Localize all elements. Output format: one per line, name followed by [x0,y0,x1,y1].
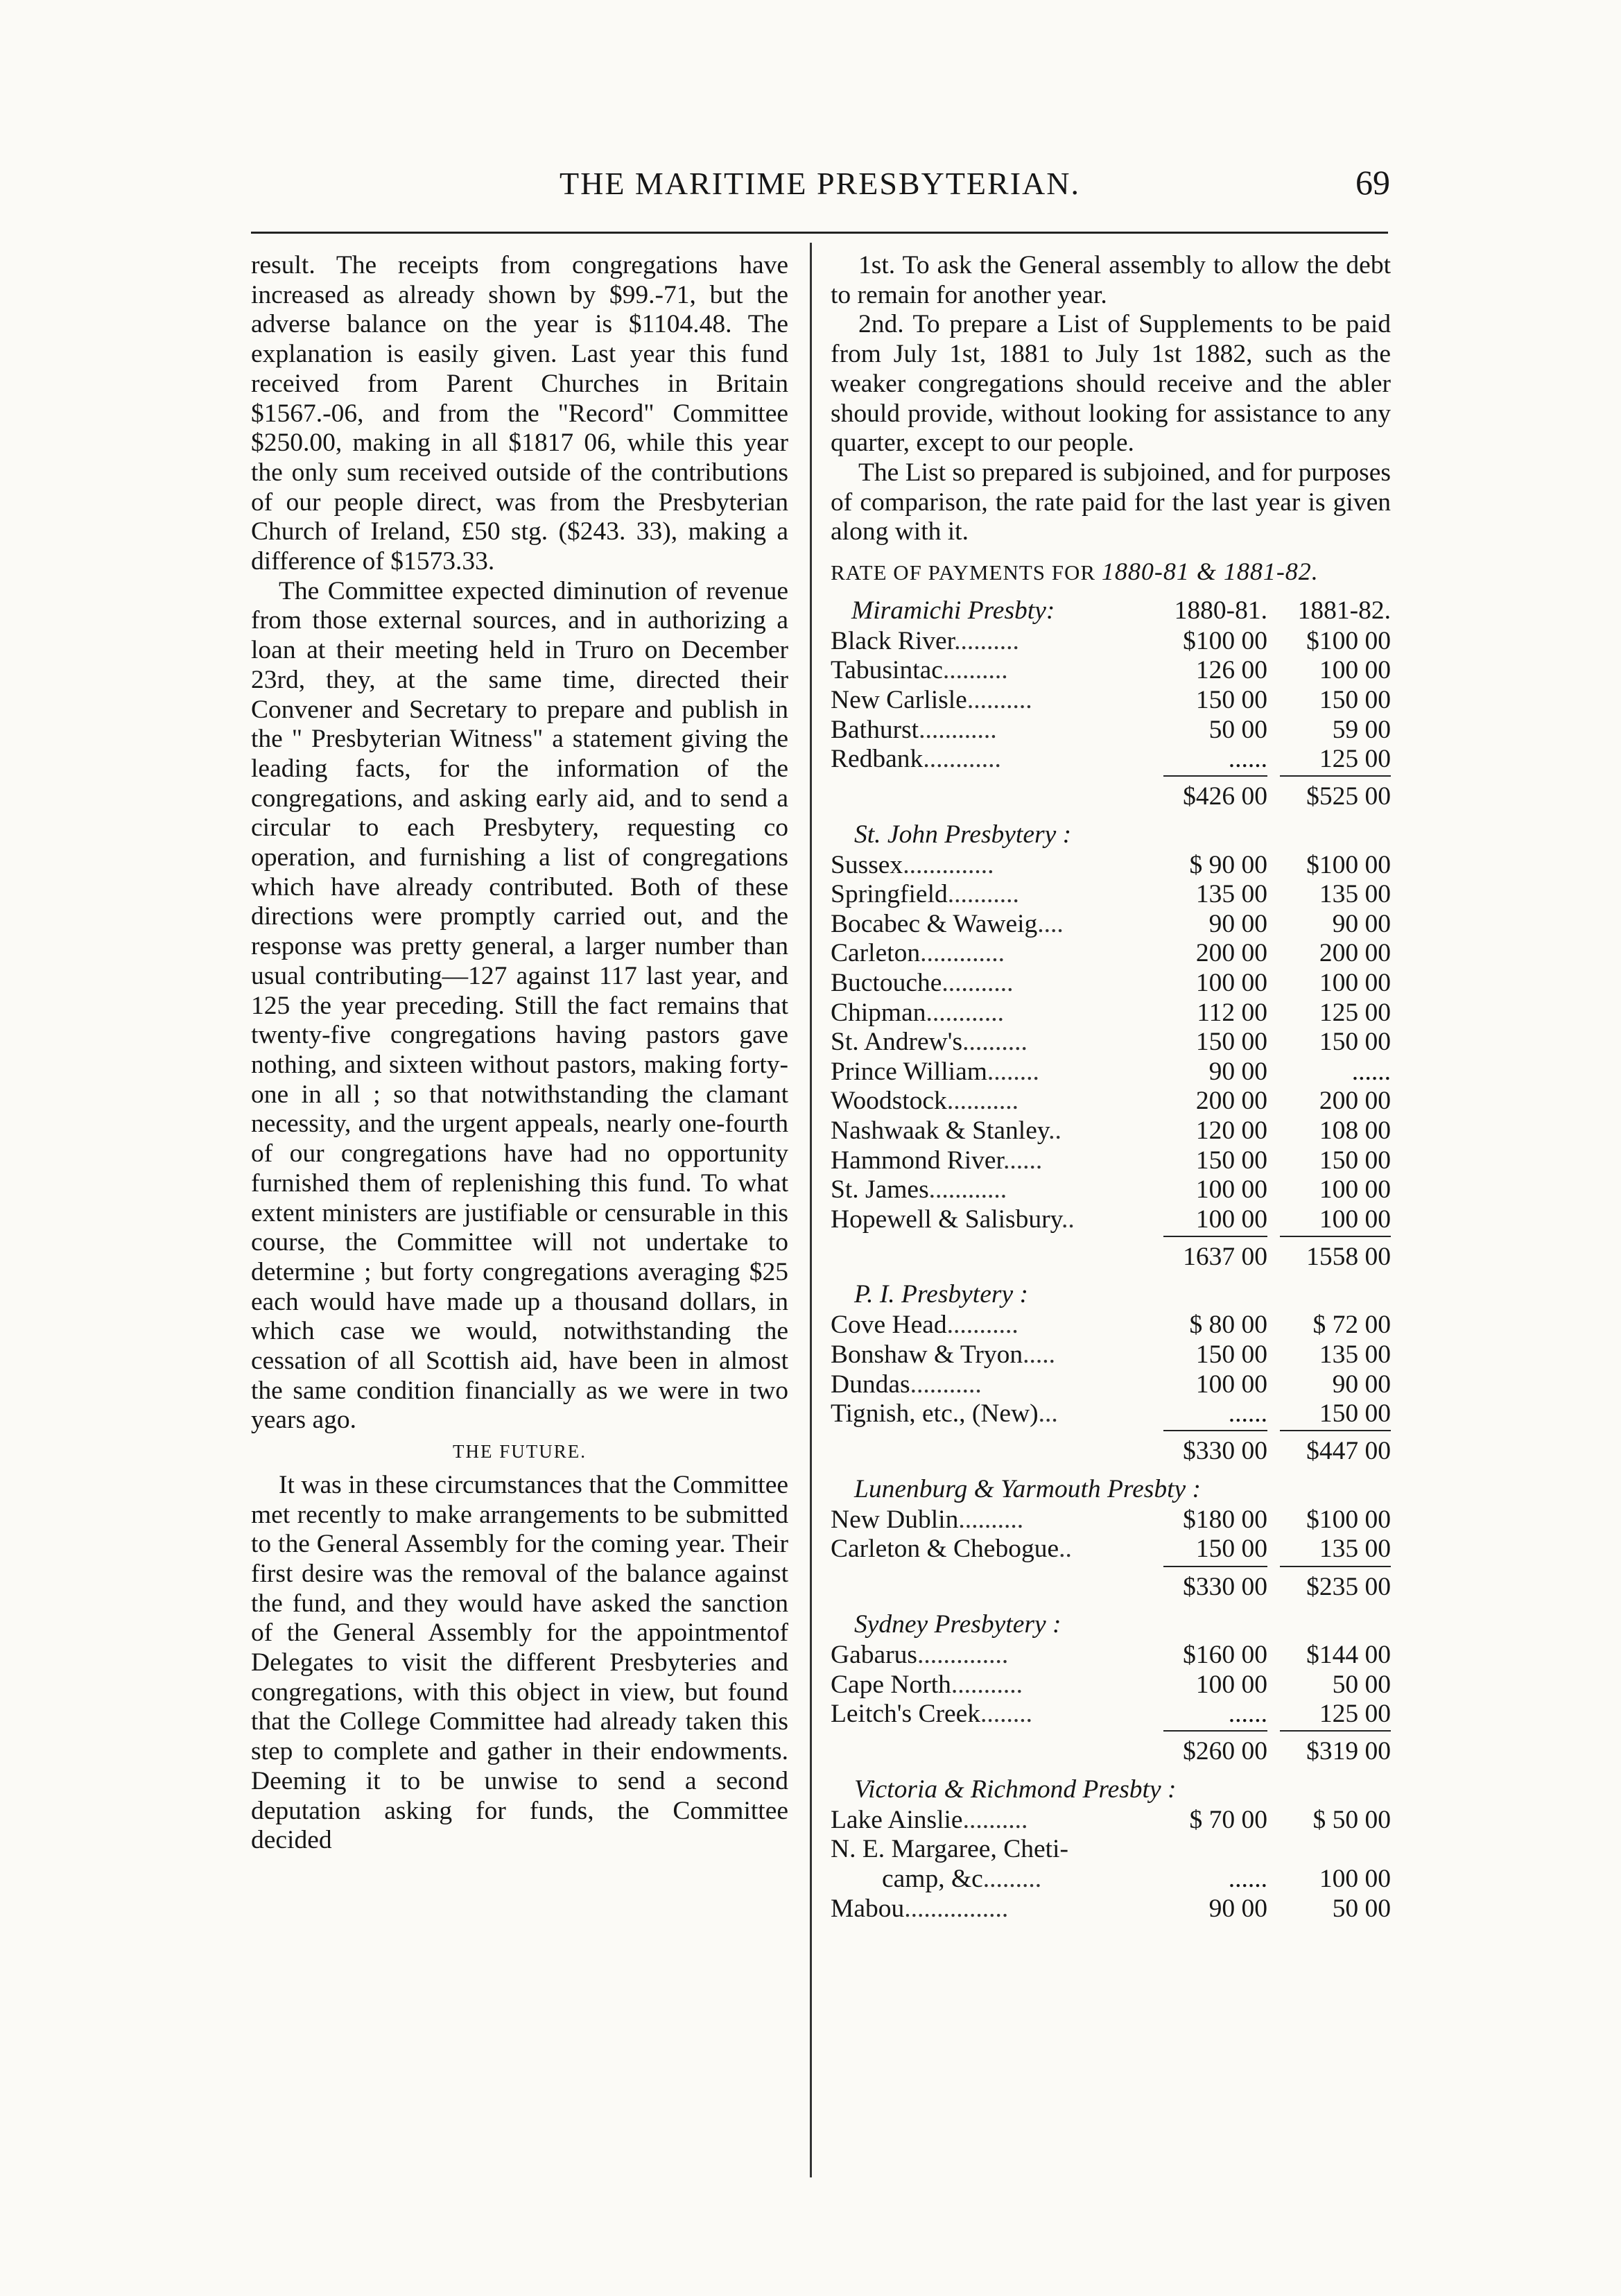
presbytery-total-row [831,1729,1391,1775]
table-row [831,1087,1391,1116]
left-column [251,251,788,1856]
rate-1881-82: $100 00 [1306,850,1391,879]
column-heading-1881: 1881-82. [1297,596,1391,625]
rate-1881-82: 108 00 [1319,1116,1391,1146]
rate-1881-82: 150 00 [1319,1399,1391,1428]
congregation-name: Bocabec & Waweig [831,909,1038,938]
table-row [831,686,1391,716]
table-row [831,627,1391,657]
rate-1880-81: 100 00 [1195,1370,1267,1399]
congregation-cell [831,1058,1158,1087]
congregation-name: Buctouche [831,969,942,998]
rate-1880-81: 90 00 [1208,909,1267,938]
congregation-cell [831,656,1158,686]
rate-1880-81: ...... [1228,1864,1267,1893]
paragraph-first-resolution: 1st. To ask the General assembly to allow the debt to remain for another year. [831,251,1391,309]
rate-1881-82: 135 00 [1319,1340,1391,1370]
presbytery-name: P. I. Presbytery : [854,1280,1028,1309]
leader-dots: .............. [917,1640,1009,1669]
presbytery-name: Sydney Presbytery : [854,1609,1061,1639]
table-row [831,1116,1391,1146]
congregation-cell [831,1700,1158,1729]
table-row [831,1806,1391,1836]
rate-1880-81: ...... [1228,1399,1267,1428]
rate-1880-81: 90 00 [1208,1057,1267,1086]
congregation-name: Carleton & Chebogue [831,1535,1059,1564]
table-row [831,851,1391,881]
total-1881-82: $525 00 [1267,782,1391,812]
rate-1880-81: 200 00 [1195,939,1267,968]
leader-dots: ........... [951,1670,1023,1699]
table-row [831,1894,1391,1924]
rate-1881-82: $ 72 00 [1312,1311,1391,1340]
congregation-name: Springfield [831,880,948,909]
congregation-cell [831,1146,1158,1176]
rate-1881-82: 125 00 [1319,1700,1391,1729]
rate-1881-82: 200 00 [1319,939,1391,968]
rate-1881-82: $100 00 [1306,626,1391,655]
leader-dots: .. [1061,1205,1075,1234]
rate-1881-82: 100 00 [1319,656,1391,685]
table-row [831,910,1391,940]
rate-1880-81: 135 00 [1195,880,1267,909]
rate-title-years: 1880-81 & 1881-82. [1101,558,1319,586]
running-head-title: THE MARITIME PRESBYTERIAN. [560,166,1080,201]
rate-1881-82: 90 00 [1332,1370,1391,1399]
rate-1880-81: 120 00 [1195,1116,1267,1146]
leader-dots: ........... [946,1087,1018,1116]
congregation-cell [831,716,1158,745]
congregation-name: Hopewell & Salisbury [831,1205,1061,1234]
leader-dots: ............ [919,715,997,744]
congregation-cell [831,1806,1158,1836]
congregation-name: Cape North [831,1670,951,1699]
rate-1881-82: 150 00 [1319,1146,1391,1175]
table-row [831,1399,1391,1429]
leader-dots: .......... [942,656,1008,685]
rate-1881-82: 135 00 [1319,880,1391,909]
page-number: 69 [1355,163,1390,202]
leader-dots: ......... [982,1864,1042,1893]
congregation-cell [831,1116,1158,1146]
leader-dots: ........... [947,880,1019,909]
table-row [831,1865,1391,1894]
congregation-cell [831,1311,1158,1340]
congregation-name: N. E. Margaree, Cheti- [831,1835,1068,1864]
table-row [831,939,1391,969]
rate-1881-82: 150 00 [1319,1028,1391,1057]
presbytery-total-row [831,1429,1391,1475]
leader-dots: .............. [903,850,994,879]
congregation-cell [831,1835,1158,1865]
header-rule [251,232,1388,234]
rate-1880-81: 150 00 [1195,1535,1267,1564]
rate-1880-81: $ 90 00 [1189,850,1267,879]
rate-table-title [831,557,1391,588]
rate-1881-82: 135 00 [1319,1535,1391,1564]
paragraph-circumstances: It was in these circumstances that the Committee met recently to make arrangements to be submitted to the General Assembly for the coming year. Their first desire was the removal of the balance against the fund, and they would have asked the sanction of the General Assembly for the appointmentof Delegates to visit the different Presbyteries and congregations, with this object in view, but found that the College Committee had already taken this step to complete and gather in their endowments. Deeming it to be unwise to send a second deputation asking for funds, the Committee decided [251,1470,788,1855]
rate-1880-81: $ 80 00 [1189,1311,1267,1340]
congregation-name: Nashwaak & Stanley [831,1116,1049,1146]
table-row [831,1058,1391,1087]
table-row [831,1175,1391,1205]
congregation-cell [831,880,1158,910]
leader-dots: ........... [946,1311,1018,1340]
congregation-cell [831,1505,1158,1535]
table-row [831,1028,1391,1058]
rate-1881-82: 50 00 [1332,1894,1391,1923]
paragraph-committee-expected: The Committee expected diminution of revenue from those external sources, and in authorizing a loan at their meeting held in Truro on December 23rd, they, at the same time, directed their Convener and Secretary to prepare and publish in the " Presbyterian Witness" a statement giving the leading facts, for the information of the congregations, and asking early aid, and to send a circular to each Presbytery, requesting co operation, and furnishing a list of congregations which have already contributed. Both of these directions were promptly carried out, and the response was pretty general, a larger number than usual contributing—127 against 117 last year, and 125 the year preceding. Still the fact remains that twenty-five congregations having pastors gave nothing, and sixteen without pastors, making forty-one in all ; so that notwithstanding the clamant necessity, and the urgent appeals, nearly one-fourth of our congregations have had no opportunity furnished them of replenishing this fund. To what extent ministers are justifiable or censurable in this course, the Committee will not undertake to determine ; but forty congregations averaging $25 each would have made up a thousand dollars, in which case we would, notwithstanding the cessation of all Scottish aid, have been in almost the same condition financially as we were in two years ago. [251,576,788,1435]
paragraph-result: result. The receipts from congregations have increased as already shown by $99.-71, but the adverse balance on the year is $1104.48. The explanation is easily given. Last year this fund received from Parent Churches in Britain $1567.-06, and from the "Record" Committee $250.00, making in all $1817 06, while this year the only sum received outside of the contributions of our people direct, was from the Presbyterian Church of Ireland, £50 stg. ($243. 33), making a difference of $1573.33. [251,251,788,576]
rate-1880-81: 90 00 [1208,1894,1267,1923]
rate-1880-81: $100 00 [1183,626,1267,655]
table-row [831,745,1391,775]
congregation-name: Bathurst [831,715,919,744]
rate-1881-82: $144 00 [1306,1640,1391,1669]
congregation-name: Leitch's Creek [831,1700,981,1729]
congregation-name: Woodstock [831,1087,947,1116]
leader-dots: ... [1038,1399,1058,1428]
table-row [831,656,1391,686]
presbytery-name: Lunenburg & Yarmouth Presbty : [854,1474,1202,1503]
presbytery-name: Victoria & Richmond Presbty : [854,1775,1177,1804]
rate-1881-82: 59 00 [1332,715,1391,744]
congregation-cell [831,1340,1158,1370]
congregation-cell [831,939,1158,969]
rate-1880-81: 100 00 [1195,1175,1267,1205]
rate-1880-81: $180 00 [1183,1505,1267,1534]
rate-1880-81: 50 00 [1208,715,1267,744]
congregation-name: Tignish, etc., (New) [831,1399,1039,1428]
congregation-cell [831,1535,1158,1564]
presbytery-total-row [831,1234,1391,1280]
paragraph-list-subjoined: The List so prepared is subjoined, and for purposes of comparison, the rate paid for the last year is given along with it. [831,458,1391,546]
total-1880-81: $330 00 [1158,1437,1267,1467]
presbytery-total-row [831,775,1391,820]
leader-dots: ................ [904,1894,1009,1923]
total-1880-81: $426 00 [1158,782,1267,812]
congregation-cell [831,1671,1158,1700]
rate-1880-81: 200 00 [1195,1087,1267,1116]
total-1881-82: $235 00 [1267,1573,1391,1603]
leader-dots: .......... [962,1805,1028,1834]
table-row [831,716,1391,745]
table-row [831,999,1391,1028]
congregation-cell [831,1865,1158,1894]
congregation-name: Mabou [831,1894,905,1923]
leader-dots: .......... [954,626,1019,655]
congregation-name: camp, &c [882,1864,983,1893]
rate-1881-82: 100 00 [1319,1175,1391,1205]
presbytery-heading [831,1475,1391,1505]
table-row [831,1505,1391,1535]
rate-1881-82: $ 50 00 [1312,1805,1391,1834]
column-divider [810,243,812,2177]
presbytery-heading [831,596,1391,627]
rate-1881-82: $100 00 [1306,1505,1391,1534]
presbytery-name: St. John Presbytery : [854,820,1072,849]
rate-1881-82: 100 00 [1319,969,1391,998]
rate-1881-82: ...... [1351,1057,1391,1086]
congregation-cell [831,910,1158,940]
rate-1880-81: $ 70 00 [1189,1805,1267,1834]
presbytery-heading [831,820,1391,851]
table-row [831,1340,1391,1370]
congregation-cell [831,1175,1158,1205]
total-1881-82: $319 00 [1267,1737,1391,1767]
total-1881-82: 1558 00 [1267,1243,1391,1272]
congregation-name: Cove Head [831,1311,947,1340]
rate-1880-81: 150 00 [1195,685,1267,714]
leader-dots: ..... [1023,1340,1056,1370]
rate-1880-81: $160 00 [1183,1640,1267,1669]
rate-1881-82: 90 00 [1332,909,1391,938]
congregation-name: Dundas [831,1370,910,1399]
rate-1880-81: 100 00 [1195,1670,1267,1699]
leader-dots: .. [1059,1535,1072,1564]
total-1881-82: $447 00 [1267,1437,1391,1467]
table-row [831,1205,1391,1235]
rate-1880-81: 150 00 [1195,1340,1267,1370]
rate-1880-81: ...... [1228,1700,1267,1729]
table-row [831,1370,1391,1400]
right-column [831,251,1391,1924]
presbytery-heading [831,1775,1391,1806]
total-1880-81: $330 00 [1158,1573,1267,1603]
total-1880-81: 1637 00 [1158,1243,1267,1272]
congregation-name: Gabarus [831,1640,917,1669]
congregation-name: St. Andrew's [831,1028,963,1057]
congregation-name: Hammond River [831,1146,1003,1175]
leader-dots: .......... [962,1028,1028,1057]
congregation-cell [831,1370,1158,1400]
congregation-cell [831,1028,1158,1058]
table-row [831,1835,1391,1865]
column-heading-1880: 1880-81. [1174,596,1267,625]
supplements-table [831,596,1391,1924]
congregation-name: Bonshaw & Tryon [831,1340,1023,1370]
congregation-cell [831,627,1158,657]
rate-1880-81: ...... [1228,745,1267,774]
total-1880-81: $260 00 [1158,1737,1267,1767]
leader-dots: ........ [980,1700,1033,1729]
presbytery-heading [831,1610,1391,1641]
congregation-name: Chipman [831,998,926,1027]
rate-1880-81: 100 00 [1195,969,1267,998]
leader-dots: ............ [923,745,1001,774]
leader-dots: .......... [966,685,1032,714]
table-row [831,969,1391,999]
presbytery-heading [831,1280,1391,1311]
presbytery-name: Miramichi Presbty: [851,596,1055,625]
congregation-cell [831,1399,1158,1429]
section-heading-the-future: THE FUTURE. [453,1441,587,1462]
table-row [831,1146,1391,1176]
rate-1881-82: 125 00 [1319,745,1391,774]
congregation-name: Lake Ainslie [831,1805,963,1834]
table-row [831,1535,1391,1564]
congregation-name: Sussex [831,850,903,879]
rate-1880-81: 100 00 [1195,1205,1267,1234]
leader-dots: ........... [942,969,1014,998]
congregation-name: Tabusintac [831,656,943,685]
congregation-name: Redbank [831,745,924,774]
congregation-cell [831,851,1158,881]
rate-1881-82: 100 00 [1319,1205,1391,1234]
table-row [831,880,1391,910]
table-row [831,1311,1391,1340]
rate-1880-81: 126 00 [1195,656,1267,685]
leader-dots: .......... [958,1505,1024,1534]
leader-dots: ........ [987,1057,1039,1086]
leader-dots: ............ [926,998,1004,1027]
congregation-cell [831,686,1158,716]
congregation-name: Prince William [831,1057,987,1086]
congregation-name: New Dublin [831,1505,959,1534]
rate-1881-82: 200 00 [1319,1087,1391,1116]
congregation-cell [831,1641,1158,1671]
congregation-cell [831,745,1158,775]
congregation-cell [831,999,1158,1028]
presbytery-total-row [831,1564,1391,1610]
rate-title-caps: RATE OF PAYMENTS FOR [831,560,1096,585]
congregation-cell [831,1205,1158,1235]
table-row [831,1700,1391,1729]
rate-1880-81: 112 00 [1197,998,1267,1027]
leader-dots: .. [1048,1116,1061,1146]
leader-dots: ............. [920,939,1005,968]
rate-1880-81: 150 00 [1195,1146,1267,1175]
rate-1881-82: 50 00 [1332,1670,1391,1699]
leader-dots: ............ [928,1175,1007,1205]
congregation-name: Carleton [831,939,921,968]
congregation-name: St. James [831,1175,929,1205]
rate-1880-81: 150 00 [1195,1028,1267,1057]
congregation-name: Black River [831,626,955,655]
rate-1881-82: 125 00 [1319,998,1391,1027]
congregation-cell [831,1894,1158,1924]
page-header [250,161,1390,216]
rate-1881-82: 150 00 [1319,685,1391,714]
paragraph-second-resolution: 2nd. To prepare a List of Supplements to be paid from July 1st, 1881 to July 1st 1882, such as the weaker congregations should receive and the abler should provide, without looking for assistance to any quarter, except to our people. [831,310,1391,458]
congregation-name: New Carlisle [831,685,967,714]
table-row [831,1641,1391,1671]
table-row [831,1671,1391,1700]
congregation-cell [831,1087,1158,1116]
leader-dots: ...... [1003,1146,1043,1175]
leader-dots: .... [1037,909,1064,938]
rate-1881-82: 100 00 [1319,1864,1391,1893]
leader-dots: ........... [910,1370,982,1399]
congregation-cell [831,969,1158,999]
